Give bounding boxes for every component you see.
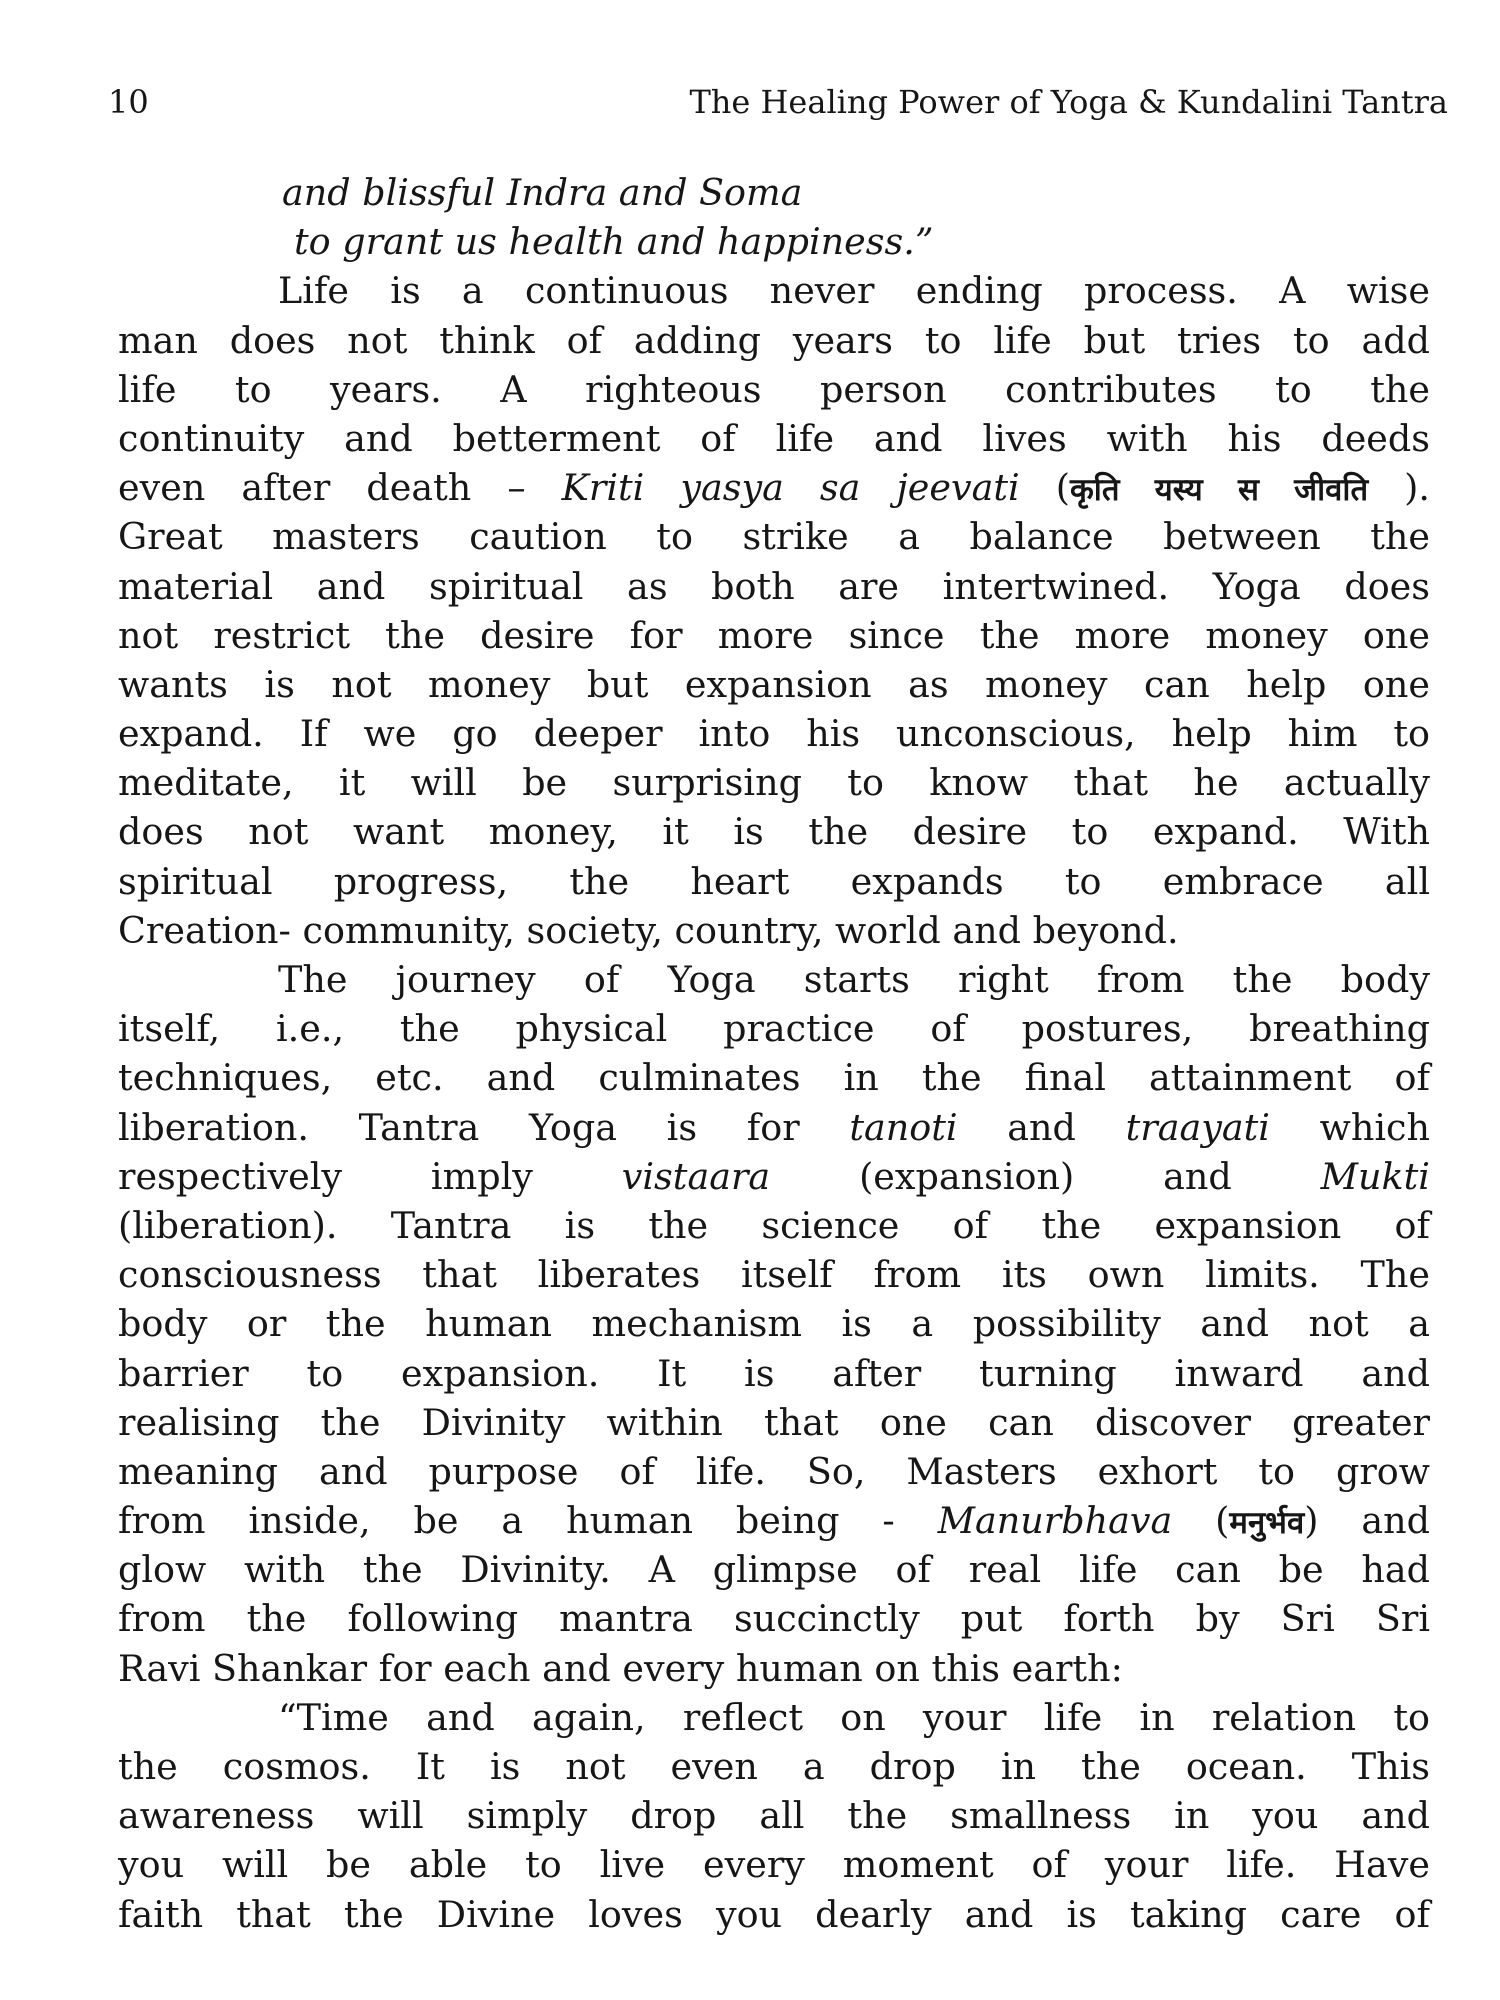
text-line: not restrict the desire for more since the more money one [118,613,1430,657]
text-line: Ravi Shankar for each and every human on this earth: [118,1646,1123,1690]
text-line: meditate, it will be surprising to know that he actually [118,761,1430,805]
text-line: wants is not money but expansion as money can help one [118,662,1430,706]
text-line: Life is a continuous never ending process. A wise [278,269,1430,313]
text-line: techniques, etc. and culminates in the final attainment of [118,1056,1430,1100]
text-line: life to years. A righteous person contributes to the [118,367,1430,411]
text-line: barrier to expansion. It is after turning inward and [118,1351,1430,1395]
text-line: does not want money, it is the desire to expand. With [118,810,1430,854]
sanskrit-term: traayati [1125,1105,1270,1149]
body-text [118,168,1430,1939]
sanskrit-term: Manurbhava [937,1499,1173,1543]
devanagari-text: मनुर्भव [1229,1505,1305,1542]
text-line: you will be able to live every moment of your life. Have [118,1843,1430,1887]
book-title: The Healing Power of Yoga & Kundalini Tantra [689,83,1448,121]
text-line: man does not think of adding years to life but tries to add [118,318,1430,362]
text-line: spiritual progress, the heart expands to embrace all [118,859,1430,903]
text-line: “Time and again, reflect on your life in relation to [278,1695,1430,1739]
text-line: expand. If we go deeper into his unconscious, help him to [118,712,1430,756]
text-line: meaning and purpose of life. So, Masters exhort to grow [118,1449,1430,1493]
sanskrit-term: tanoti [849,1105,958,1149]
text-line: Creation- community, society, country, world and beyond. [118,908,1179,952]
text-line: material and spiritual as both are intertwined. Yoga does [118,564,1430,608]
text-line: itself, i.e., the physical practice of postures, breathing [118,1007,1430,1051]
sanskrit-term: Mukti [1320,1154,1430,1198]
text-line: faith that the Divine loves you dearly and is taking care of [118,1892,1430,1936]
page-number: 10 [108,83,149,121]
text-line: respectively imply vistaara (expansion) and Mukti [118,1154,1430,1198]
text-line: realising the Divinity within that one can discover greater [118,1400,1430,1444]
quote-line: to grant us health and happiness.” [294,220,934,264]
text-line: awareness will simply drop all the smallness in you and [118,1794,1430,1838]
text-line: glow with the Divinity. A glimpse of real life can be had [118,1548,1430,1592]
text-line: the cosmos. It is not even a drop in the ocean. This [118,1745,1430,1788]
text-line: even after death – Kriti yasya sa jeevati (कृति यस्य स जीवति ). [118,466,1431,510]
text-line: liberation. Tantra Yoga is for tanoti and traayati which [118,1105,1430,1149]
sanskrit-term: vistaara [621,1154,771,1198]
running-header [0,82,1500,122]
text-line: from the following mantra succinctly put forth by Sri Sri [118,1597,1430,1641]
text-line: body or the human mechanism is a possibility and not a [118,1302,1430,1346]
quote-line: and blissful Indra and Soma [282,171,803,214]
text-line: The journey of Yoga starts right from the body [278,958,1430,1001]
text-line: continuity and betterment of life and lives with his deeds [118,416,1430,460]
sanskrit-phrase: Kriti yasya sa jeevati [561,466,1020,510]
text-line: Great masters caution to strike a balance between the [118,515,1430,559]
devanagari-text: कृति यस्य स जीवति [1069,472,1369,509]
text-line: consciousness that liberates itself from its own limits. The [118,1253,1430,1297]
text-line: from inside, be a human being - Manurbhava (मनुर्भव) and [118,1499,1430,1543]
text-line: (liberation). Tantra is the science of the expansion of [118,1203,1430,1247]
